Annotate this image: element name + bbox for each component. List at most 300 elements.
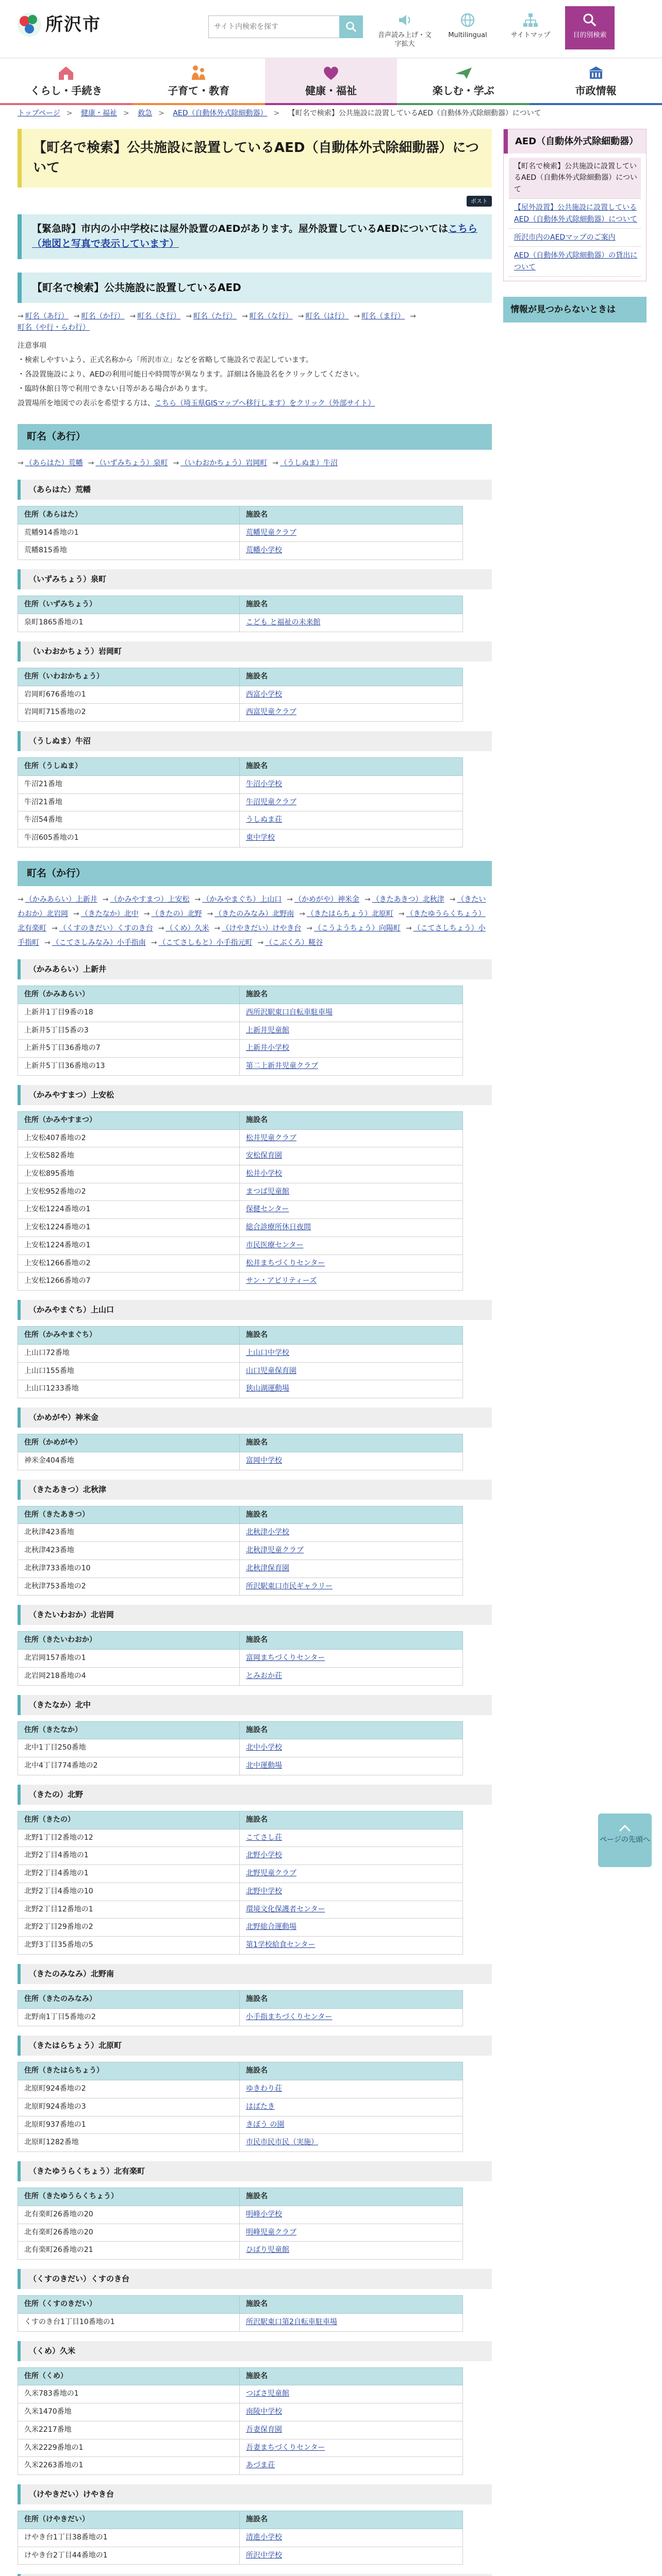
accessibility-label: 音声読み上げ・文字拡大 xyxy=(377,31,432,48)
town-link[interactable]: （こてさしちょう）小手指町 xyxy=(18,924,486,947)
facility-cell xyxy=(240,2242,463,2260)
town-heading: （きたの）北野 xyxy=(18,1785,492,1805)
arrow-icon: → xyxy=(88,459,94,467)
nav-citygov-label: 市政情報 xyxy=(575,84,617,97)
town-link[interactable]: （けやきだい）けやき台 xyxy=(222,924,302,933)
facility-link[interactable]: 荒幡小学校 xyxy=(246,546,282,555)
facility-cell xyxy=(240,2385,463,2403)
row-link[interactable]: 町名（は行） xyxy=(305,312,349,320)
facility-link[interactable]: 所沢中学校 xyxy=(246,2551,282,2560)
breadcrumb-separator: > xyxy=(158,109,164,117)
town-heading xyxy=(18,2574,492,2576)
facility-link[interactable]: 上新井小学校 xyxy=(246,1044,289,1053)
town-link[interactable]: （きたあきつ）北秋津 xyxy=(372,895,444,904)
address-column-header: 住所（きたゆうらくちょう） xyxy=(18,2188,240,2206)
address-cell: 北野2丁目4番地の1 xyxy=(18,1865,240,1883)
town-link[interactable]: （かみやまぐち）上山口 xyxy=(202,895,282,904)
notes-heading: 注意事項 xyxy=(18,342,46,350)
section-heading: 【町名で検索】公共施設に設置しているAED xyxy=(18,273,492,303)
facility-cell xyxy=(240,793,463,811)
table-header-row xyxy=(18,758,463,776)
sidebar-item-town-search[interactable]: 【町名で検索】公共施設に設置しているAED（自動体外式除細動器）について xyxy=(509,158,641,199)
address-cell: 久米2263番地の1 xyxy=(18,2457,240,2475)
arrow-icon: → xyxy=(398,910,405,919)
facility-link[interactable]: サン・アビリティーズ xyxy=(246,1277,317,1285)
table-header-row xyxy=(18,1434,463,1452)
facility-link[interactable]: 明峰児童クラブ xyxy=(246,2228,296,2236)
sidebar-link-list xyxy=(504,154,646,281)
address-cell: 北原町924番地の3 xyxy=(18,2098,240,2116)
facility-cell xyxy=(240,1362,463,1380)
address-cell: 上安松1224番地の1 xyxy=(18,1219,240,1237)
row-link[interactable]: 町名（や行・らわ行） xyxy=(18,323,90,332)
sidebar-item-outdoor[interactable]: 【屋外設置】公共施設に設置しているAED（自動体外式除細動器）について xyxy=(509,199,641,229)
facility-cell xyxy=(240,2008,463,2026)
table-row xyxy=(18,793,463,811)
facility-link[interactable]: 市民医療センター xyxy=(246,1241,304,1249)
arrow-icon: → xyxy=(173,459,179,467)
table-row xyxy=(18,1219,463,1237)
note-line: ・臨時休館日等で利用できない日等がある場合があります。 xyxy=(18,385,212,394)
facility-link[interactable]: 明峰小学校 xyxy=(246,2210,282,2218)
address-cell: 北野2丁目4番地の10 xyxy=(18,1883,240,1901)
table-header-row xyxy=(18,986,463,1004)
facility-link[interactable]: 山口児童保育園 xyxy=(246,1366,296,1375)
facility-cell xyxy=(240,2134,463,2152)
town-link[interactable]: （きたなか）北中 xyxy=(80,910,139,919)
address-cell: 北原町937番地の1 xyxy=(18,2116,240,2134)
arrow-icon: → xyxy=(207,910,213,919)
table-row xyxy=(18,1201,463,1219)
facility-link[interactable]: まつば児童館 xyxy=(246,1187,289,1196)
table-header-row xyxy=(18,506,463,524)
facility-link[interactable]: 保健センター xyxy=(246,1205,289,1214)
speaker-icon xyxy=(396,11,413,29)
map-note-text: 設置場所を地図での表示を希望する方は、 xyxy=(18,399,155,408)
facility-cell xyxy=(240,2421,463,2439)
facility-link[interactable]: 松井小学校 xyxy=(246,1170,282,1178)
town-link[interactable]: （あらはた）荒幡 xyxy=(25,459,83,467)
nav-citygov[interactable] xyxy=(529,58,662,105)
arrow-icon: → xyxy=(214,924,221,933)
address-cell: 北原町924番地の2 xyxy=(18,2080,240,2098)
town-link[interactable]: （くすのきだい）くすのき台 xyxy=(59,924,153,933)
address-column-header: 住所（きたあきつ） xyxy=(18,1506,240,1524)
town-link[interactable]: （きたはらちょう）北原町 xyxy=(306,910,393,919)
aed-table xyxy=(18,1506,463,1596)
table-row xyxy=(18,829,463,847)
arrow-icon: → xyxy=(73,910,79,919)
facility-link[interactable]: きぼう の園 xyxy=(246,2120,285,2129)
aed-table xyxy=(18,596,463,632)
table-header-row xyxy=(18,1990,463,2008)
table-header-row xyxy=(18,668,463,686)
town-link[interactable]: （こうようちょう）向陽町 xyxy=(313,924,401,933)
facility-link[interactable]: うしぬま荘 xyxy=(246,816,282,824)
town-heading: （きたいわおか）北岩岡 xyxy=(18,1605,492,1625)
facility-link[interactable]: 北野児童クラブ xyxy=(246,1869,296,1878)
table-row xyxy=(18,1936,463,1954)
table-row xyxy=(18,1380,463,1398)
table-header-row xyxy=(18,596,463,614)
table-row xyxy=(18,2439,463,2457)
address-column-header: 住所（あらはた） xyxy=(18,506,240,524)
note-line: ・検索しやすいよう、正式名称から「所沢市立」などを省略して施設名で表記しています。 xyxy=(18,356,313,365)
breadcrumb-emergency[interactable]: 救急 xyxy=(138,109,153,117)
address-cell: 北中4丁目774番地の2 xyxy=(18,1757,240,1775)
search-input[interactable] xyxy=(208,15,339,38)
building-icon xyxy=(586,63,606,82)
address-column-header: 住所（きたいわおか） xyxy=(18,1632,240,1650)
town-link[interactable]: （こてさしみなみ）小手指南 xyxy=(52,939,146,947)
sitemap-label: サイトマップ xyxy=(510,31,551,39)
table-row xyxy=(18,2313,463,2331)
town-link[interactable]: （かみやすまつ）上安松 xyxy=(110,895,190,904)
town-heading: （きたはらちょう）北原町 xyxy=(18,2036,492,2056)
address-cell: 上安松582番地 xyxy=(18,1147,240,1165)
facility-cell xyxy=(240,1165,463,1183)
facility-link[interactable]: 吾妻まちづくりセンター xyxy=(246,2443,325,2452)
town-heading: （きたのみなみ）北野南 xyxy=(18,1964,492,1984)
facility-link[interactable]: 牛沼児童クラブ xyxy=(246,798,296,806)
breadcrumb xyxy=(18,108,652,120)
town-link[interactable]: （きたいわおか）北岩岡 xyxy=(18,895,486,919)
facility-link[interactable]: 南陵中学校 xyxy=(246,2408,282,2416)
table-row xyxy=(18,2385,463,2403)
address-cell: 牛沼54番地 xyxy=(18,811,240,829)
address-column-header: 住所（かみやすまつ） xyxy=(18,1112,240,1130)
town-link[interactable]: （くめ）久米 xyxy=(166,924,209,933)
table-row xyxy=(18,1004,463,1022)
nav-living[interactable] xyxy=(0,58,133,105)
arrow-icon: → xyxy=(44,939,51,947)
aed-table xyxy=(18,2188,463,2260)
table-row xyxy=(18,1129,463,1147)
table-header-row xyxy=(18,1721,463,1739)
address-column-header: 住所（かみあらい） xyxy=(18,986,240,1004)
town-link[interactable]: （こてさしもと）小手指元町 xyxy=(158,939,253,947)
facility-link[interactable]: 東中学校 xyxy=(246,833,275,842)
multilingual-label: Multilingual xyxy=(448,31,487,39)
gis-map-link[interactable]: こちら（埼玉県GISマップへ移行します）をクリック（外部サイト） xyxy=(155,399,375,408)
address-cell: 上安松952番地の2 xyxy=(18,1183,240,1201)
nav-health-label: 健康・福祉 xyxy=(305,84,357,97)
table-row xyxy=(18,1058,463,1076)
table-row xyxy=(18,1165,463,1183)
table-row xyxy=(18,2457,463,2475)
facility-link[interactable]: 北秋津小学校 xyxy=(246,1528,289,1537)
town-link[interactable]: （こぶくろ）糀谷 xyxy=(265,939,323,947)
table-row xyxy=(18,1829,463,1847)
facility-link[interactable]: 富岡中学校 xyxy=(246,1456,282,1465)
table-row xyxy=(18,1273,463,1291)
facility-cell xyxy=(240,1524,463,1542)
table-row xyxy=(18,1183,463,1201)
facility-link[interactable]: あづま荘 xyxy=(246,2461,275,2470)
facility-link[interactable]: 北秋津保育園 xyxy=(246,1564,289,1572)
facility-cell xyxy=(240,614,463,632)
facility-link[interactable]: はばたき xyxy=(246,2102,275,2111)
site-logo[interactable] xyxy=(18,11,101,39)
facility-link[interactable]: 富岡まちづくりセンター xyxy=(246,1654,325,1663)
facility-link[interactable]: 狭山湖運動場 xyxy=(246,1384,289,1393)
town-link[interactable]: （いわおかちょう）岩岡町 xyxy=(180,459,268,467)
address-cell: 荒幡914番地の1 xyxy=(18,524,240,542)
facility-cell xyxy=(240,1452,463,1470)
address-cell: 北秋津423番地 xyxy=(18,1524,240,1542)
breadcrumb-separator: > xyxy=(273,109,280,117)
table-header-row xyxy=(18,1632,463,1650)
breadcrumb-aed[interactable]: AED（自動体外式除細動器） xyxy=(173,109,268,117)
facility-cell xyxy=(240,1273,463,1291)
address-cell: 北秋津753番地の2 xyxy=(18,1578,240,1596)
row-link[interactable]: 町名（た行） xyxy=(193,312,237,320)
table-row xyxy=(18,1255,463,1273)
town-link[interactable]: （うしぬま）牛沼 xyxy=(279,459,338,467)
facility-cell xyxy=(240,2529,463,2547)
city-emblem-icon xyxy=(18,13,41,37)
facility-link[interactable]: 小手指まちづくりセンター xyxy=(246,2012,333,2021)
address-cell: 北野南1丁目5番地の2 xyxy=(18,2008,240,2026)
facility-column-header: 施設名 xyxy=(240,506,463,524)
facility-cell xyxy=(240,524,463,542)
facility-cell xyxy=(240,1542,463,1560)
row-link[interactable]: 町名（な行） xyxy=(249,312,293,320)
arrow-icon: → xyxy=(143,910,150,919)
address-cell: 上新井5丁目36番地の7 xyxy=(18,1040,240,1058)
facility-link[interactable]: こども と福祉の未来館 xyxy=(246,618,321,626)
town-link[interactable]: （きたの）北野 xyxy=(151,910,202,919)
breadcrumb-separator: > xyxy=(123,109,129,117)
town-link[interactable]: （きたのみなみ）北野南 xyxy=(214,910,294,919)
note-line: ・各設置施設により、AEDの利用可能日や時間等が異なります。詳細は各施設名をクリックしてください。 xyxy=(18,370,364,379)
global-nav xyxy=(0,58,662,105)
notes-block xyxy=(18,338,492,411)
facility-column-header: 施設名 xyxy=(240,2296,463,2314)
arrow-icon: → xyxy=(52,924,58,933)
facility-link[interactable]: ゆきわり荘 xyxy=(246,2084,282,2093)
sitemap-button[interactable] xyxy=(502,11,559,49)
facility-link[interactable]: 環境文化保護者センター xyxy=(246,1905,325,1913)
town-link-list xyxy=(18,892,492,950)
address-cell: けやき台2丁目44番地の1 xyxy=(18,2547,240,2565)
row-link[interactable]: 町名（さ行） xyxy=(137,312,181,320)
facility-cell xyxy=(240,1344,463,1362)
facility-link[interactable]: 松井児童クラブ xyxy=(246,1133,296,1142)
facility-link[interactable]: 所沢駅東口市民ギャラリー xyxy=(246,1582,333,1590)
aed-table xyxy=(18,506,463,560)
multilingual-button[interactable] xyxy=(439,11,496,49)
row-section-heading: 町名（あ行） xyxy=(18,424,492,449)
address-cell: 神米金404番地 xyxy=(18,1452,240,1470)
facility-link[interactable]: 北野中学校 xyxy=(246,1887,282,1895)
facility-cell xyxy=(240,1255,463,1273)
town-heading: （かみやすまつ）上安松 xyxy=(18,1085,492,1105)
facility-column-header: 施設名 xyxy=(240,596,463,614)
site-header xyxy=(0,0,662,58)
facility-cell xyxy=(240,1183,463,1201)
facility-cell xyxy=(240,1201,463,1219)
address-cell: くすのき台1丁目10番地の1 xyxy=(18,2313,240,2331)
arrow-icon: → xyxy=(354,312,360,320)
facility-cell xyxy=(240,1219,463,1237)
facility-link[interactable]: 北中小学校 xyxy=(246,1743,282,1752)
facility-link[interactable]: 安松保育園 xyxy=(246,1151,282,1160)
notice-link[interactable]: こちら（地図と写真で表示しています） xyxy=(32,223,478,250)
magnifier-icon xyxy=(581,11,599,29)
table-row xyxy=(18,2098,463,2116)
facility-link[interactable]: 牛沼小学校 xyxy=(246,779,282,788)
facility-column-header: 施設名 xyxy=(240,1112,463,1130)
sidebar-item-map[interactable]: 所沢市内のAEDマップのご案内 xyxy=(509,229,641,247)
facility-link[interactable]: 第二上新井児童クラブ xyxy=(246,1062,318,1071)
facility-link[interactable]: 北野小学校 xyxy=(246,1851,282,1860)
row-link[interactable]: 町名（か行） xyxy=(81,312,125,320)
facility-cell xyxy=(240,1129,463,1147)
facility-link[interactable]: ひばり児童館 xyxy=(246,2246,289,2255)
sidebar-item-rental[interactable]: AED（自動体外式除細動器）の貸出について xyxy=(509,247,641,277)
arrow-icon: → xyxy=(151,939,157,947)
address-cell: 久米2229番地の1 xyxy=(18,2439,240,2457)
aed-table xyxy=(18,1811,463,1955)
nav-leisure[interactable] xyxy=(397,58,529,105)
facility-cell xyxy=(240,1650,463,1668)
address-cell: 上新井1丁目9番の18 xyxy=(18,1004,240,1022)
facility-cell xyxy=(240,1865,463,1883)
facility-column-header: 施設名 xyxy=(240,1990,463,2008)
breadcrumb-separator: > xyxy=(66,109,73,117)
search-button[interactable] xyxy=(339,15,363,38)
arrow-icon: → xyxy=(18,895,24,904)
facility-link[interactable]: 上新井児童館 xyxy=(246,1026,289,1035)
address-column-header: 住所（きたのみなみ） xyxy=(18,1990,240,2008)
breadcrumb-top[interactable]: トップページ xyxy=(18,109,60,117)
notice-text: 【緊急時】市内の小中学校には屋外設置のAEDがあります。屋外設置しているAEDについては xyxy=(32,223,449,234)
table-row xyxy=(18,1901,463,1919)
facility-cell xyxy=(240,1901,463,1919)
facility-link[interactable]: 総合診療所休日夜間 xyxy=(246,1223,311,1232)
address-cell: 北野2丁目4番地の1 xyxy=(18,1847,240,1865)
address-cell: けやき台1丁目38番地の1 xyxy=(18,2529,240,2547)
airplane-icon xyxy=(453,63,474,82)
table-row xyxy=(18,542,463,560)
page-top-button[interactable] xyxy=(598,1814,652,1867)
town-link[interactable]: （いずみちょう）泉町 xyxy=(95,459,168,467)
globe-icon xyxy=(459,11,476,29)
facility-link[interactable]: 清進小学校 xyxy=(246,2533,282,2541)
facility-cell xyxy=(240,1936,463,1954)
facility-cell xyxy=(240,1578,463,1596)
facility-link[interactable]: 荒幡児童クラブ xyxy=(246,528,296,537)
house-icon xyxy=(56,63,76,82)
table-row xyxy=(18,1344,463,1362)
facility-link[interactable]: つばさ児童館 xyxy=(246,2389,289,2398)
facility-link[interactable]: 北野総合運動場 xyxy=(246,1923,296,1931)
facility-link[interactable]: こてさし荘 xyxy=(246,1833,282,1842)
address-cell: 北秋津733番地の10 xyxy=(18,1560,240,1578)
facility-link[interactable]: 西富児童クラブ xyxy=(246,708,296,717)
aed-table xyxy=(18,757,463,847)
address-column-header: 住所（きたはらちょう） xyxy=(18,2062,240,2080)
arrow-icon: → xyxy=(299,910,305,919)
town-heading: （かめがや）神米金 xyxy=(18,1408,492,1428)
town-link[interactable]: （かみあらい）上新井 xyxy=(25,895,97,904)
facility-link[interactable]: 松井まちづくりセンター xyxy=(246,1259,325,1267)
facility-column-header: 施設名 xyxy=(240,1506,463,1524)
address-cell: 荒幡815番地 xyxy=(18,542,240,560)
share-row xyxy=(18,195,492,206)
table-header-row xyxy=(18,1811,463,1829)
accessibility-button[interactable] xyxy=(376,11,433,49)
purpose-search-button[interactable] xyxy=(565,6,615,49)
nav-childcare[interactable] xyxy=(133,58,265,105)
share-button[interactable]: ポスト xyxy=(467,196,492,207)
facility-cell xyxy=(240,2224,463,2242)
row-link-list xyxy=(18,311,492,333)
address-cell: 北中1丁目250番地 xyxy=(18,1739,240,1757)
town-heading: （くめ）久米 xyxy=(18,2341,492,2361)
facility-link[interactable]: 吾妻保育園 xyxy=(246,2425,282,2434)
facility-link[interactable]: 第1学校給食センター xyxy=(246,1940,316,1949)
help-box[interactable]: 情報が見つからないときは xyxy=(503,297,647,323)
arrow-icon: → xyxy=(405,924,412,933)
town-heading: （きたなか）北中 xyxy=(18,1695,492,1715)
nav-health[interactable] xyxy=(265,58,398,105)
row-link[interactable]: 町名（あ行） xyxy=(25,312,69,320)
table-row xyxy=(18,2403,463,2421)
table-row xyxy=(18,1757,463,1775)
facility-cell xyxy=(240,2457,463,2475)
breadcrumb-health[interactable]: 健康・福祉 xyxy=(80,109,117,117)
table-row xyxy=(18,775,463,793)
table-row xyxy=(18,1452,463,1470)
aed-table xyxy=(18,1990,463,2026)
address-cell: 北有楽町26番地の20 xyxy=(18,2224,240,2242)
address-column-header: 住所（かめがや） xyxy=(18,1434,240,1452)
sidebar xyxy=(503,129,647,323)
facility-cell xyxy=(240,542,463,560)
arrow-icon: → xyxy=(158,924,164,933)
town-link[interactable]: （かめがや）神米金 xyxy=(294,895,359,904)
facility-cell xyxy=(240,1058,463,1076)
address-cell: 牛沼21番地 xyxy=(18,793,240,811)
sidebar-menu xyxy=(503,129,647,281)
facility-cell xyxy=(240,1757,463,1775)
facility-link[interactable]: 上山口中学校 xyxy=(246,1348,289,1357)
table-row xyxy=(18,2224,463,2242)
facility-link[interactable]: 北秋津児童クラブ xyxy=(246,1546,304,1555)
row-link[interactable]: 町名（ま行） xyxy=(361,312,405,320)
facility-link[interactable]: 北中運動場 xyxy=(246,1761,282,1770)
facility-link[interactable]: 西所沢駅東口自転車駐車場 xyxy=(246,1008,333,1016)
address-cell: 上安松895番地 xyxy=(18,1165,240,1183)
arrow-icon: → xyxy=(18,312,24,320)
arrow-icon: → xyxy=(272,459,278,467)
facility-link[interactable]: 市民市民市民（実施） xyxy=(246,2138,318,2147)
town-link-list xyxy=(18,456,492,470)
table-row xyxy=(18,2242,463,2260)
facility-link[interactable]: 西富小学校 xyxy=(246,690,282,699)
facility-cell xyxy=(240,775,463,793)
table-row xyxy=(18,2116,463,2134)
address-cell: 北野2丁目29番地の2 xyxy=(18,1919,240,1937)
table-row xyxy=(18,2547,463,2565)
town-link[interactable]: （きたゆうらくちょう）北有楽町 xyxy=(18,910,486,933)
address-cell: 岩岡町715番地の2 xyxy=(18,704,240,722)
facility-link[interactable]: 所沢駅東口第2自転車駐車場 xyxy=(246,2317,337,2326)
address-cell: 上山口155番地 xyxy=(18,1362,240,1380)
facility-link[interactable]: とみおか荘 xyxy=(246,1671,282,1680)
